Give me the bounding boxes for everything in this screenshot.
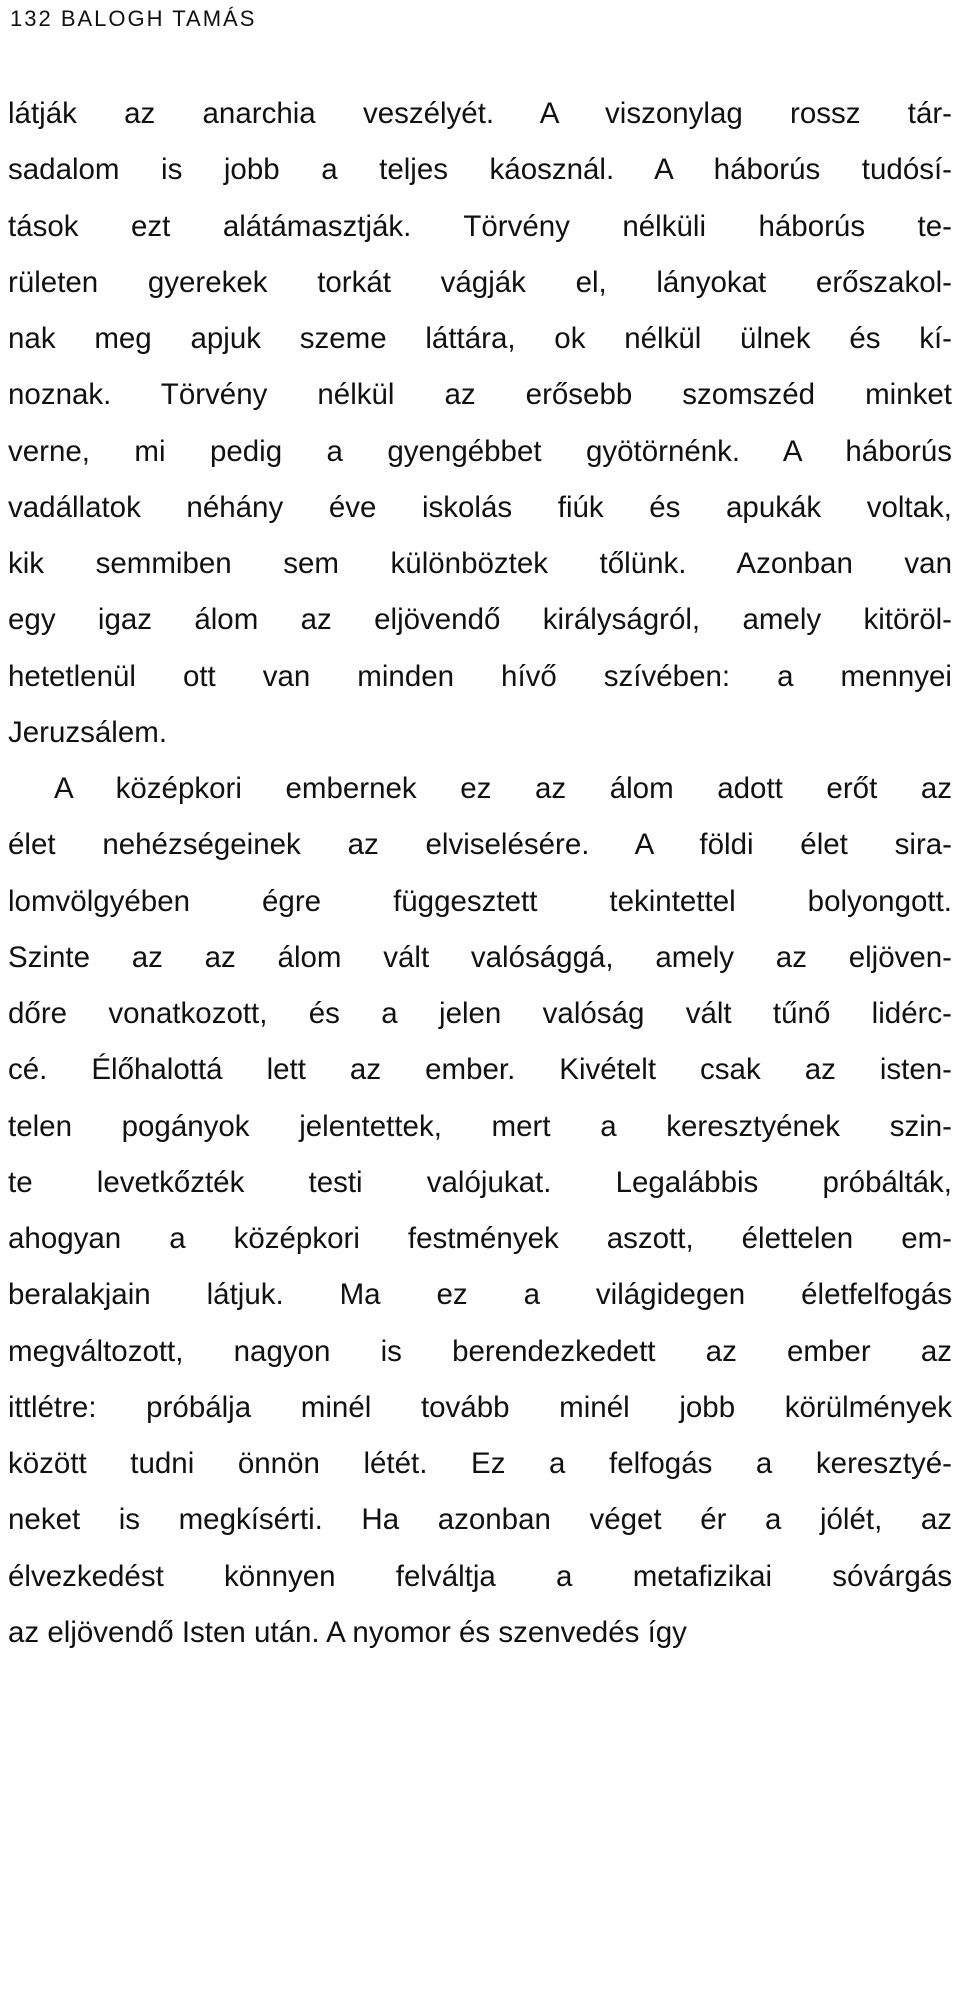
body-text [8,86,952,1661]
text-line: tások ezt alátámasztják. Törvény nélküli háborús te- [8,209,952,243]
text-line: ittlétre: próbálja minél tovább minél jobb körülmények [8,1390,952,1424]
text-line: az eljövendő Isten után. A nyomor és szenvedés így [8,1615,687,1649]
text-line: élet nehézségeinek az elviselésére. A földi élet sira- [8,828,952,862]
paragraph-start-line: A középkori embernek ez az álom adott erőt az [54,772,952,805]
text-line: neket is megkísérti. Ha azonban véget ér a jólét, az [8,1503,952,1537]
text-line: egy igaz álom az eljövendő királyságról, amely kitöröl- [8,603,952,637]
text-line: sadalom is jobb a teljes káosznál. A háborús tudósí- [8,153,952,187]
text-line: te levetkőzték testi valójukat. Legalábbis próbálták, [8,1165,952,1199]
text-line: lomvölgyében égre függesztett tekintettel bolyongott. [8,884,952,918]
text-line: kik semmiben sem különböztek tőlünk. Azonban van [8,547,952,580]
text-line: cé. Élőhalottá lett az ember. Kivételt csak az isten- [8,1053,952,1087]
paragraph-end-line: Jeruzsálem. [8,715,168,749]
text-line: között tudni önnön létét. Ez a felfogás a keresztyé- [8,1447,952,1480]
text-line: beralakjain látjuk. Ma ez a világidegen életfelfogás [8,1278,952,1312]
running-head: 132 BALOGH TAMÁS [10,6,257,31]
text-line: ahogyan a középkori festmények aszott, élettelen em- [8,1222,952,1255]
text-line: dőre vonatkozott, és a jelen valóság vált tűnő lidérc- [8,997,952,1030]
text-line: verne, mi pedig a gyengébbet gyötörnénk. A háborús [8,434,952,468]
text-line: élvezkedést könnyen felváltja a metafizikai sóvárgás [8,1559,952,1593]
text-line: hetetlenül ott van minden hívő szívében: a mennyei [8,659,952,693]
text-line: Szinte az az álom vált valósággá, amely az eljöven- [8,940,952,974]
text-line: vadállatok néhány éve iskolás fiúk és apukák voltak, [8,490,952,524]
text-line: megváltozott, nagyon is berendezkedett az ember az [8,1334,952,1368]
text-line: rületen gyerekek torkát vágják el, lányokat erőszakol- [8,265,952,299]
text-line: látják az anarchia veszélyét. A viszonylag rossz tár- [8,97,952,130]
text-line: nak meg apjuk szeme láttára, ok nélkül ülnek és kí- [8,322,952,355]
text-line: telen pogányok jelentettek, mert a keresztyének szin- [8,1109,952,1143]
text-line: noznak. Törvény nélkül az erősebb szomszéd minket [8,378,952,412]
